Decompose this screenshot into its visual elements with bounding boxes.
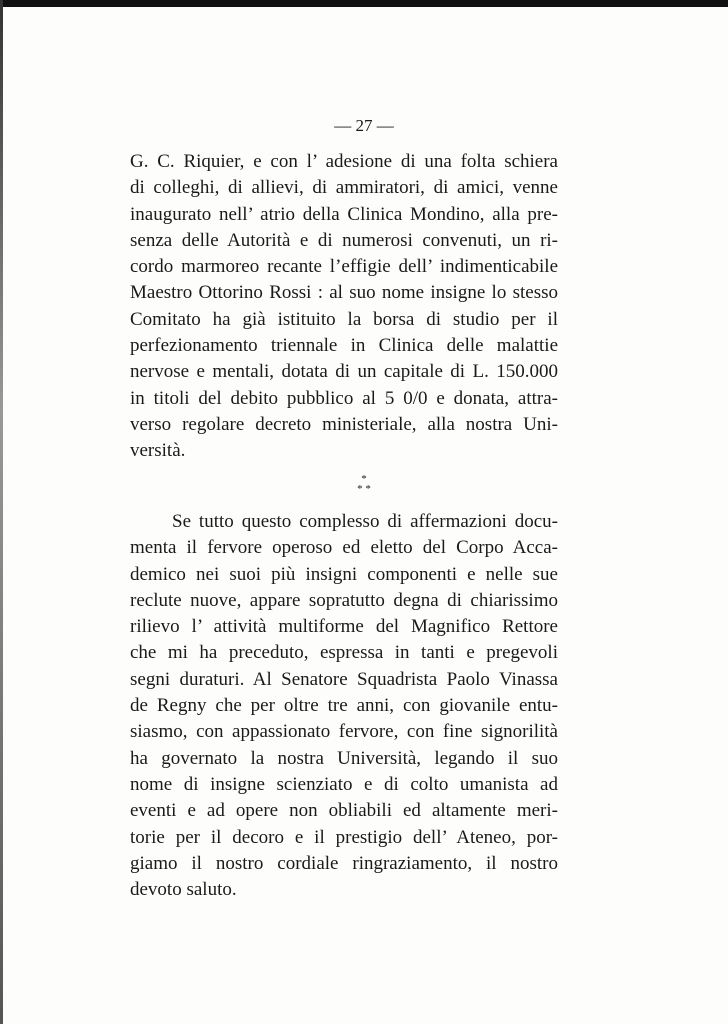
text-line: Maestro Ottorino Rossi : al suo nome insigne lo stesso [130, 282, 558, 304]
text-line: segni duraturi. Al Senatore Squadrista Paolo Vinassa [130, 668, 558, 690]
text-line: demico nei suoi più insigni componenti e nelle sue [130, 563, 558, 585]
text-line: menta il fervore operoso ed eletto del Corpo Acca- [130, 537, 558, 559]
text-line: giamo il nostro cordiale ringraziamento, il nostro [130, 852, 558, 874]
scan-top-border [0, 0, 728, 7]
text-line: di colleghi, di allievi, di ammiratori, di amici, venne [130, 177, 558, 199]
text-line: rilievo l’ attività multiforme del Magnifico Rettore [130, 616, 558, 638]
text-line: in titoli del debito pubblico al 5 0/0 e donata, attra- [130, 387, 558, 409]
text-line: reclute nuove, appare sopratutto degna di chiarissimo [130, 589, 558, 611]
text-line: cordo marmoreo recante l’effigie dell’ indimenticabile [130, 256, 558, 278]
page-number: — 27 — [334, 116, 394, 135]
text-line: siasmo, con appassionato fervore, con fine signorilità [130, 721, 558, 743]
scan-left-edge [0, 0, 3, 1024]
text-line: senza delle Autorità e di numerosi convenuti, un ri- [130, 229, 558, 251]
text-line: G. C. Riquier, e con l’ adesione di una folta schiera [130, 151, 558, 172]
text-line: devoto saluto. [130, 879, 237, 901]
text-line: inaugurato nell’ atrio della Clinica Mondino, alla pre- [130, 203, 558, 225]
text-line: che mi ha preceduto, espressa in tanti e pregevoli [130, 642, 558, 664]
paragraph-1 [130, 149, 558, 465]
separator-text: * * * [357, 473, 371, 495]
text-line: versità. [130, 440, 186, 462]
text-line: de Regny che per oltre tre anni, con giovanile entu- [130, 695, 558, 717]
text-line: Se tutto questo complesso di affermazioni docu- [172, 511, 558, 532]
text-line: Comitato ha già istituito la borsa di studio per il [130, 308, 558, 330]
paragraph-2 [130, 509, 558, 903]
section-separator-asterisks [0, 474, 728, 494]
text-line: eventi e ad opere non obliabili ed altamente meri- [130, 800, 558, 822]
text-line: perfezionamento triennale in Clinica delle malattie [130, 335, 558, 357]
text-line: torie per il decoro e il prestigio dell’ Ateneo, por- [130, 826, 558, 848]
text-line: nervose e mentali, dotata di un capitale di L. 150.000 [130, 361, 558, 383]
text-line: verso regolare decreto ministeriale, alla nostra Uni- [130, 413, 558, 435]
text-line: ha governato la nostra Università, legando il suo [130, 747, 558, 769]
text-line: nome di insigne scienziato e di colto umanista ad [130, 773, 558, 795]
